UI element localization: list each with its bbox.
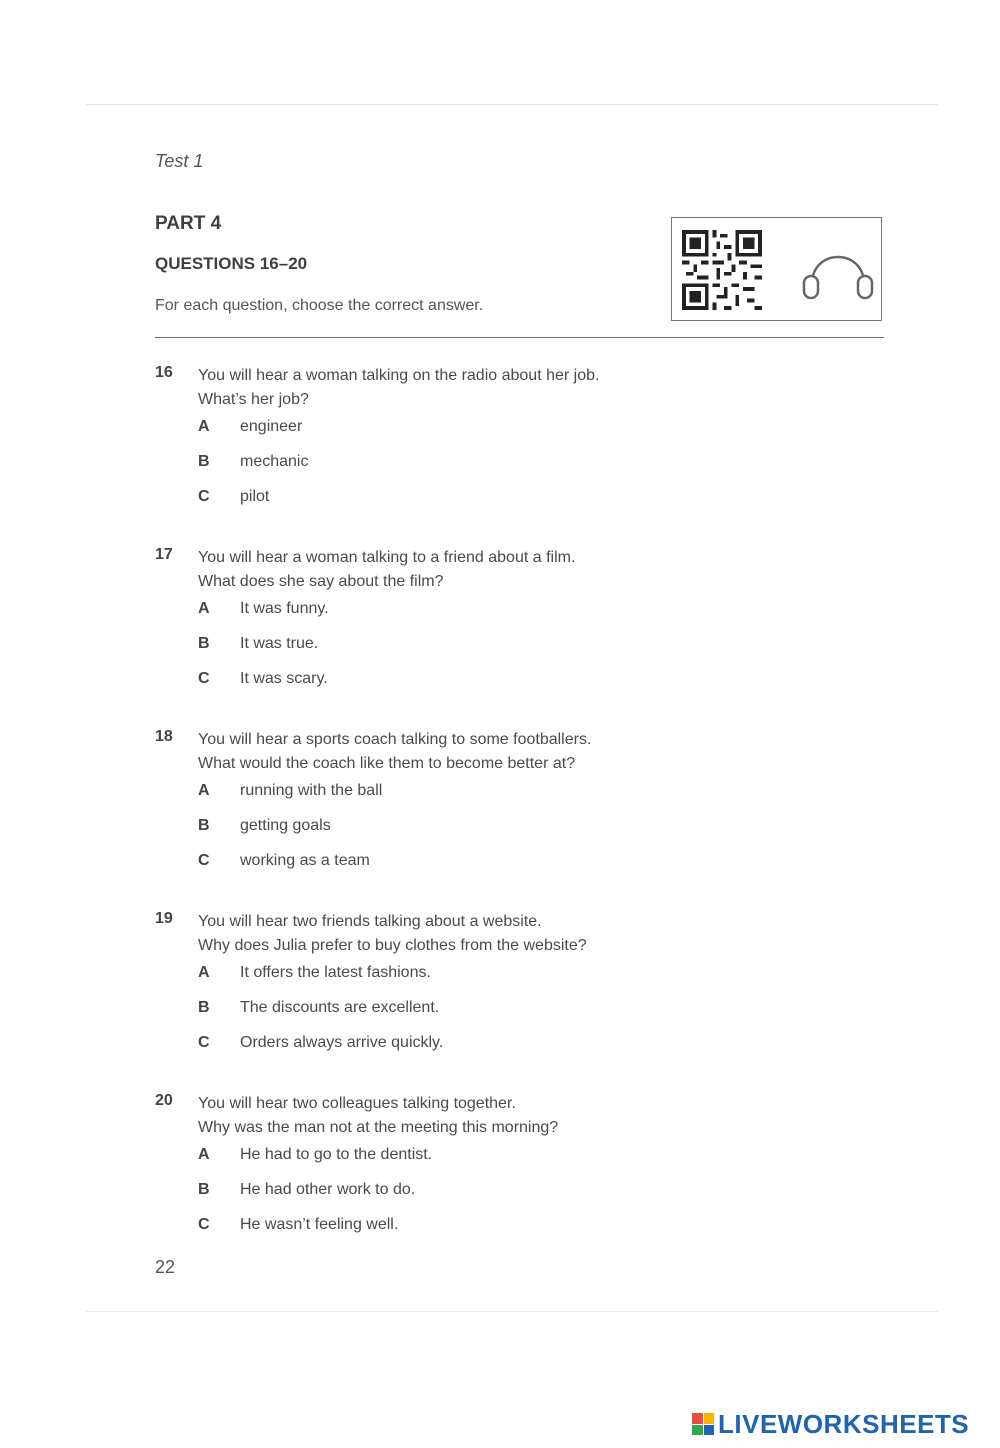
headphones-icon — [800, 238, 876, 302]
question-line: Why was the man not at the meeting this morning? — [198, 1119, 559, 1136]
option-letter: B — [198, 817, 210, 834]
option-text: mechanic — [240, 453, 309, 470]
question-number: 17 — [155, 546, 173, 563]
question-range: QUESTIONS 16–20 — [155, 254, 308, 273]
question-line: You will hear a woman talking on the radio about her job. — [198, 367, 600, 384]
option-text: engineer — [240, 418, 303, 435]
option-text: pilot — [240, 488, 270, 505]
bottom-rule — [86, 1311, 938, 1312]
question-prompt — [198, 546, 838, 594]
test-label: Test 1 — [155, 151, 204, 171]
question-line: What does she say about the film? — [198, 573, 444, 590]
question-prompt — [198, 910, 838, 958]
question-line: You will hear two friends talking about a website. — [198, 913, 542, 930]
option-text: working as a team — [240, 852, 370, 869]
option-letter: A — [198, 418, 210, 435]
page-number: 22 — [155, 1257, 176, 1277]
brand-text: LIVEWORKSHEETS — [718, 1408, 970, 1439]
part-title: PART 4 — [155, 213, 222, 234]
question-line: You will hear two colleagues talking together. — [198, 1095, 516, 1112]
option-letter: C — [198, 670, 210, 687]
option-text: running with the ball — [240, 782, 383, 799]
option-letter: C — [198, 1216, 210, 1233]
option-text: It was funny. — [240, 600, 329, 617]
question-line: What’s her job? — [198, 391, 309, 408]
option-text: The discounts are excellent. — [240, 999, 440, 1016]
option-letter: A — [198, 600, 210, 617]
top-rule — [86, 104, 938, 105]
question-line: Why does Julia prefer to buy clothes from the website? — [198, 937, 587, 954]
option-letter: C — [198, 488, 210, 505]
question-number: 20 — [155, 1092, 173, 1109]
option-letter: A — [198, 1146, 210, 1163]
option-text: He had to go to the dentist. — [240, 1146, 433, 1163]
question-line: You will hear a woman talking to a friend about a film. — [198, 549, 576, 566]
option-letter: A — [198, 964, 210, 981]
liveworksheets-logo[interactable] — [692, 1409, 969, 1439]
question-line: What would the coach like them to become better at? — [198, 755, 576, 772]
question-line: You will hear a sports coach talking to some footballers. — [198, 731, 592, 748]
option-text: It was true. — [240, 635, 319, 652]
question-number: 16 — [155, 364, 173, 381]
qr-code-icon[interactable] — [682, 230, 762, 310]
option-letter: B — [198, 635, 210, 652]
option-letter: B — [198, 1181, 210, 1198]
option-text: He had other work to do. — [240, 1181, 416, 1198]
option-text: getting goals — [240, 817, 331, 834]
question-prompt — [198, 364, 838, 412]
option-letter: C — [198, 852, 210, 869]
liveworksheets-mark-icon — [692, 1413, 714, 1435]
question-prompt — [198, 1092, 838, 1140]
question-number: 18 — [155, 728, 173, 745]
question-number: 19 — [155, 910, 173, 927]
option-text: It offers the latest fashions. — [240, 964, 431, 981]
option-letter: B — [198, 999, 210, 1016]
instructions: For each question, choose the correct answer. — [155, 297, 484, 314]
section-divider — [155, 337, 884, 338]
question-prompt — [198, 728, 838, 776]
option-letter: A — [198, 782, 210, 799]
audio-media-box[interactable] — [671, 217, 882, 321]
option-text: It was scary. — [240, 670, 328, 687]
option-letter: C — [198, 1034, 210, 1051]
option-text: He wasn’t feeling well. — [240, 1216, 399, 1233]
option-letter: B — [198, 453, 210, 470]
option-text: Orders always arrive quickly. — [240, 1034, 444, 1051]
